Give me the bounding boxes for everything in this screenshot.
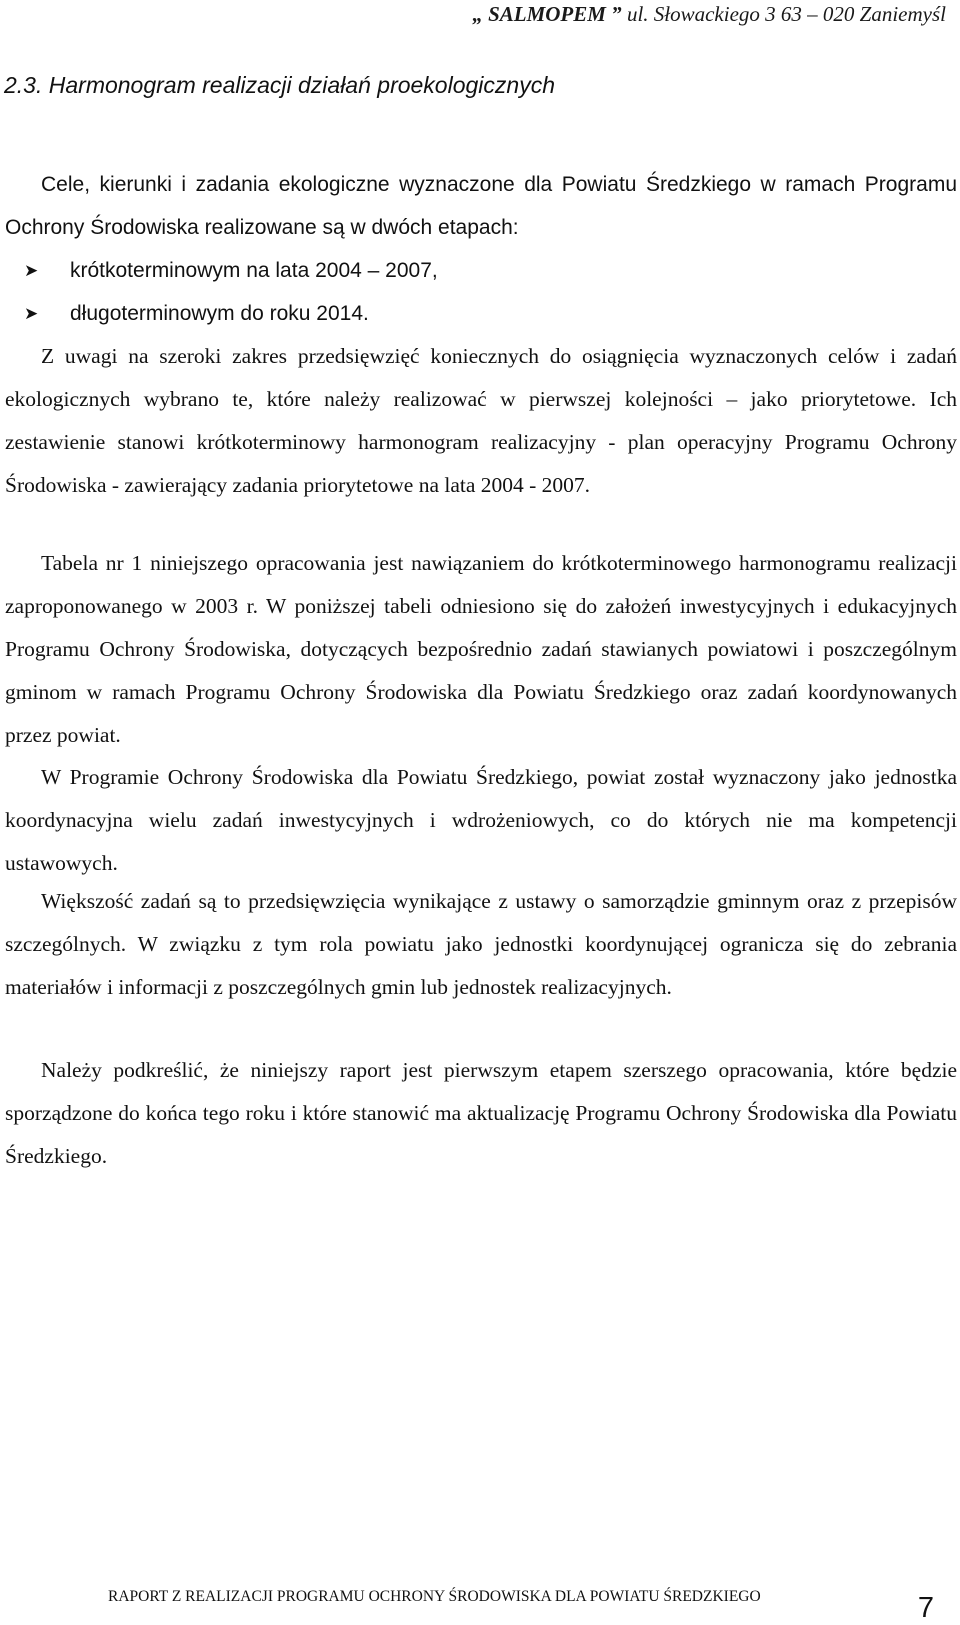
page-footer-title: RAPORT Z REALIZACJI PROGRAMU OCHRONY ŚRODOWISKA DLA POWIATU ŚREDZKIEGO: [108, 1588, 761, 1605]
paragraph-text: Należy podkreślić, że niniejszy raport jest pierwszym etapem szerszego opracowania, które będzie sporządzone do końca tego roku i które stanowić ma aktualizację Programu Ochrony Środowiska dla Powiatu Średzkiego.: [5, 1058, 957, 1168]
list-item-text: krótkoterminowym na lata 2004 – 2007,: [70, 259, 438, 282]
page-number: 7: [917, 1592, 934, 1624]
header-brand: „ SALMOPEM ”: [472, 2, 622, 26]
paragraph-coordination: [5, 756, 957, 885]
paragraph-municipal-tasks: [5, 880, 957, 1009]
paragraph-text: Z uwagi na szeroki zakres przedsięwzięć koniecznych do osiągnięcia wyznaczonych celów i zadań ekologicznych wybrano te, które należy realizować w pierwszej kolejności – jako priorytetowe. Ich zestawienie stanowi krótkoterminowy harmonogram realizacyjny - plan operacyjny Programu Ochrony Środowiska - zawierający zadania priorytetowe na lata 2004 - 2007.: [5, 344, 957, 497]
paragraph-text: Tabela nr 1 niniejszego opracowania jest nawiązaniem do krótkoterminowego harmonogramu realizacji zaproponowanego w 2003 r. W poniższej tabeli odniesiono się do założeń inwestycyjnych i edukacyjnych Programu Ochrony Środowiska, dotyczących bezpośrednio zadań stawianych powiatowi i poszczególnym gminom w ramach Programu Ochrony Środowiska dla Powiatu Średzkiego oraz zadań koordynowanych przez powiat.: [5, 551, 957, 747]
intro-paragraph: [5, 163, 957, 249]
section-title: 2.3. Harmonogram realizacji działań proekologicznych: [4, 72, 555, 98]
paragraph-priorities: [5, 335, 957, 507]
list-item: [24, 249, 438, 292]
arrow-bullet-icon: ➤: [24, 304, 39, 323]
stage-list: [24, 249, 438, 335]
list-item: [24, 292, 438, 335]
paragraph-text: W Programie Ochrony Środowiska dla Powiatu Średzkiego, powiat został wyznaczony jako jednostka koordynacyjna wielu zadań inwestycyjnych i wdrożeniowych, co do których nie ma kompetencji ustawowych.: [5, 765, 957, 875]
paragraph-table-reference: [5, 542, 957, 757]
paragraph-text: Większość zadań są to przedsięwzięcia wynikające z ustawy o samorządzie gminnym oraz z przepisów szczególnych. W związku z tym rola powiatu jako jednostki koordynującej ogranicza się do zebrania materiałów i informacji z poszczególnych gmin lub jednostek realizacyjnych.: [5, 889, 957, 999]
page-header: [472, 2, 946, 27]
header-address: ul. Słowackiego 3 63 – 020 Zaniemyśl: [621, 2, 946, 26]
list-item-text: długoterminowym do roku 2014.: [70, 302, 369, 325]
intro-text: Cele, kierunki i zadania ekologiczne wyznaczone dla Powiatu Średzkiego w ramach Programu Ochrony Środowiska realizowane są w dwóch etapach:: [5, 173, 957, 239]
paragraph-report-stage: [5, 1049, 957, 1178]
arrow-bullet-icon: ➤: [24, 261, 39, 280]
